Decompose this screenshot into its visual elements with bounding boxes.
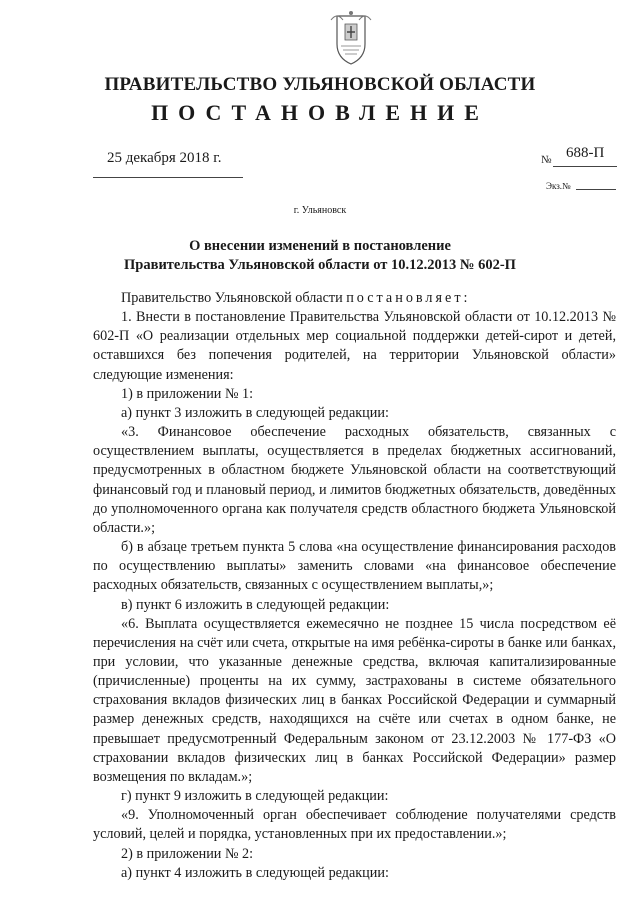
- city: г. Ульяновск: [293, 205, 347, 216]
- intro-verb: постановляет:: [346, 290, 471, 306]
- heading-line-1: О внесении изменений в постановление: [189, 238, 451, 254]
- paragraph: а) пункт 4 изложить в следующей редакции:: [121, 864, 389, 881]
- intro-subject: Правительство Ульяновской области: [121, 290, 343, 306]
- date-underline: [93, 177, 243, 178]
- document-number: 688-П: [566, 145, 605, 161]
- paragraph: в) пункт 6 изложить в следующей редакции:: [121, 596, 390, 613]
- coat-of-arms-icon: [327, 10, 375, 68]
- copy-number-underline: [576, 189, 616, 190]
- paragraph: 1. Внести в постановление Правительства Ульяновской области от 10.12.2013 № 602-П «О реализации отдельных мер социальной поддержки детей-сирот и детей, оставшихся без попечения родителей, на территории Ульяновской области» следующие изменения:: [93, 309, 616, 383]
- paragraph: 1) в приложении № 1:: [121, 385, 254, 402]
- document-type: ПОСТАНОВЛЕНИЕ: [151, 100, 489, 125]
- document-date: 25 декабря 2018 г.: [107, 150, 222, 166]
- organization-title: ПРАВИТЕЛЬСТВО УЛЬЯНОВСКОЙ ОБЛАСТИ: [104, 74, 536, 95]
- document-heading: [80, 237, 560, 275]
- document-body: [93, 289, 616, 883]
- paragraph: «9. Уполномоченный орган обеспечивает соблюдение получателями средств условий, целей и порядка, установленных при их предоставлении.»;: [93, 807, 616, 843]
- number-label: №: [541, 154, 552, 166]
- number-underline: [553, 166, 617, 167]
- intro-paragraph: [93, 289, 616, 308]
- paragraph: 2) в приложении № 2:: [121, 845, 254, 862]
- paragraph: б) в абзаце третьем пункта 5 слова «на осуществление финансирования расходов по осуществлению выплаты» заменить словами «на финансовое обеспечение расходных обязательств, связанных с осуществлением выплаты,»;: [93, 539, 616, 594]
- copy-number-label: Экз.№: [546, 181, 571, 191]
- paragraph: а) пункт 3 изложить в следующей редакции:: [121, 404, 389, 421]
- paragraph: «6. Выплата осуществляется ежемесячно не позднее 15 числа посредством её перечисления на счёт или счета, открытые на имя ребёнка-сироты в банке или банках, при условии, что указанные денежные средства, включая капитализированные (причисленные) проценты на их сумму, застрахованы в системе обязательного страхования вкладов физических лиц в банках Российской Федерации и суммарный размер денежных средств, находящихся на счёте или счетах в одном банке, не превышает предусмотренный Федеральным законом от 23.12.2003 № 177-ФЗ «О страховании вкладов физических лиц в банках Российской Федерации» размер возмещения по вкладам.»;: [93, 615, 616, 785]
- paragraph: г) пункт 9 изложить в следующей редакции:: [121, 788, 389, 805]
- heading-line-2: Правительства Ульяновской области от 10.12.2013 № 602-П: [124, 257, 516, 273]
- paragraph: «3. Финансовое обеспечение расходных обязательств, связанных с осуществлением выплаты, осуществляется в пределах бюджетных ассигнований, предусмотренных в областном бюджете Ульяновской области на соответствующий финансовый год и плановый период, и лимитов бюджетных обязательств, доведённых до уполномоченного органа как получателя средств областного бюджета Ульяновской области.»;: [93, 424, 616, 536]
